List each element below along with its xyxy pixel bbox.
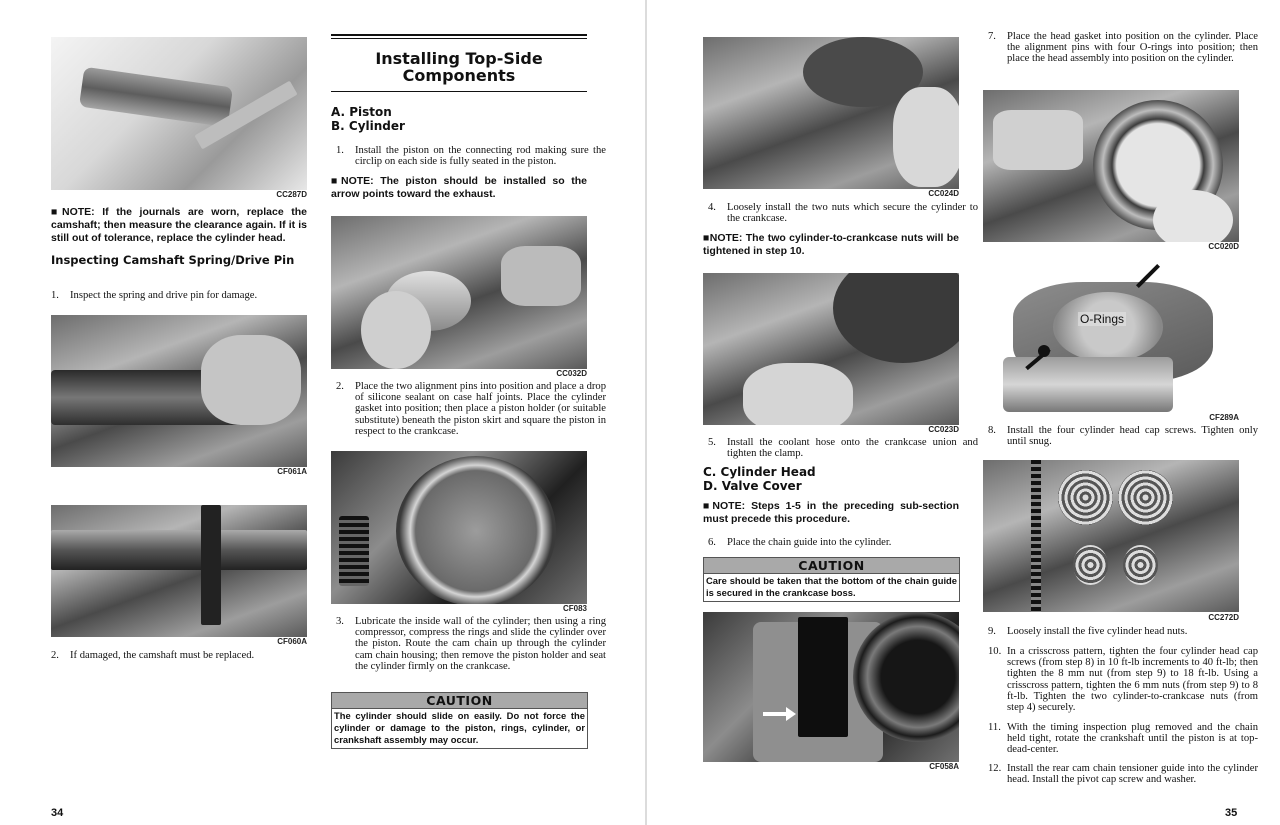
step-11: 11. With the timing inspection plug removed and the chain held tight, rotate the crankshaft until the piston is at top-dead-center. <box>988 722 1258 756</box>
caution-box-chain-guide <box>703 557 960 602</box>
caution-title: CAUTION <box>332 693 587 709</box>
subsection-cylinder-head: C. Cylinder Head <box>703 465 816 479</box>
figure-label: CF083 <box>562 604 587 613</box>
figure-label: CC287D <box>276 190 307 199</box>
camshaft-step-1: 1. Inspect the spring and drive pin for damage. <box>51 290 258 301</box>
figure-coolant-hose <box>703 273 959 425</box>
figure-label: CF060A <box>277 637 307 646</box>
caution-text: The cylinder should slide on easily. Do not force the cylinder or damage to the piston, rings, cylinder, or crankshaft assembly may occur. <box>334 710 585 745</box>
note-journals: ■NOTE: If the journals are worn, replace the camshaft; then measure the clearance again. If it is still out of tolerance, replace the cylinder head. <box>51 206 307 244</box>
camshaft-step-2: 2. If damaged, the camshaft must be replaced. <box>51 650 255 661</box>
step-2: 2. Place the two alignment pins into position and place a drop of silicone sealant on case half joints. Place the cylinder gasket into position; then place a piston holder (or suitable substitute) beneath the piston skirt and square the piston in respect to the crankcase. <box>336 381 606 437</box>
step-8: 8. Install the four cylinder head cap screws. Tighten only until snug. <box>988 425 1258 448</box>
figure-label: CC023D <box>928 425 959 434</box>
figure-label: CC020D <box>1208 242 1239 251</box>
caution-title: CAUTION <box>704 558 959 574</box>
step-12: 12. Install the rear cam chain tensioner guide into the cylinder head. Install the pivot cap screw and washer. <box>988 763 1258 786</box>
figure-cylinder-head-valves <box>983 460 1239 612</box>
title-rule <box>331 34 587 36</box>
step-1: 1. Install the piston on the connecting rod making sure the circlip on each side is fully seated in the piston. <box>336 145 606 168</box>
title-rule <box>331 91 587 92</box>
figure-head-gasket <box>983 90 1239 242</box>
figure-cylinder-gasket <box>331 451 587 604</box>
subsection-cylinder: B. Cylinder <box>331 119 405 133</box>
figure-label: CF061A <box>277 467 307 476</box>
figure-o-rings <box>983 262 1239 412</box>
heading-inspecting-camshaft: Inspecting Camshaft Spring/Drive Pin <box>51 253 295 267</box>
note-preceding-steps: ■NOTE: Steps 1-5 in the preceding sub-section must precede this procedure. <box>703 500 959 525</box>
page-number: 34 <box>51 807 64 819</box>
note-cylinder-nuts: ■NOTE: The two cylinder-to-crankcase nuts will be tightened in step 10. <box>703 232 959 257</box>
arrow-icon <box>786 707 796 721</box>
figure-label: CC272D <box>1208 613 1239 622</box>
note-piston-arrow: ■NOTE: The piston should be installed so the arrow points toward the exhaust. <box>331 175 587 200</box>
figure-chain-guide <box>703 612 959 762</box>
subsection-valve-cover: D. Valve Cover <box>703 479 802 493</box>
step-10: 10. In a crisscross pattern, tighten the four cylinder head cap screws (from step 8) in 10 ft-lb increments to 40 ft-lb; then tighten the 8 mm nut (from step 9) to 18 ft-lb. Using a crisscross pattern, tighten the 6 mm nuts (from step 9) to 8 ft-lb. Tighten the two cylinder-to-crankcase nuts (from step 4) securely. <box>988 646 1258 714</box>
figure-camshaft-spring <box>51 315 307 467</box>
step-7: 7. Place the head gasket into position on the cylinder. Place the alignment pins with four O-rings into position; then place the head assembly into position on the cylinder. <box>988 31 1258 65</box>
step-6: 6. Place the chain guide into the cylinder. <box>708 537 892 548</box>
o-rings-callout: O-Rings <box>1080 312 1125 326</box>
step-3: 3. Lubricate the inside wall of the cylinder; then using a ring compressor, compress the rings and slide the cylinder over the piston. Route the cam chain up through the cylinder cam chain housing; then remove the piston holder and seat the cylinder firmly on the crankcase. <box>336 616 606 672</box>
caution-text: Care should be taken that the bottom of the chain guide is secured in the crankcase boss. <box>706 575 957 598</box>
caution-box-cylinder <box>331 692 588 749</box>
step-4: 4. Loosely install the two nuts which secure the cylinder to the crankcase. <box>708 202 978 225</box>
section-title: Installing Top-Side Components <box>375 49 543 85</box>
step-9: 9. Loosely install the five cylinder head nuts. <box>988 626 1188 637</box>
page-gutter <box>645 0 647 825</box>
figure-piston <box>331 216 587 369</box>
figure-camshaft-caliper <box>51 37 307 190</box>
figure-label: CC032D <box>556 369 587 378</box>
figure-label: CC024D <box>928 189 959 198</box>
figure-cylinder-nuts <box>703 37 959 189</box>
subsection-piston: A. Piston <box>331 105 392 119</box>
figure-label: CF289A <box>1209 413 1239 422</box>
section-title-block <box>331 34 587 92</box>
figure-camshaft-drive-pin <box>51 505 307 637</box>
figure-label: CF058A <box>929 762 959 771</box>
page-number: 35 <box>1225 807 1238 819</box>
step-5: 5. Install the coolant hose onto the crankcase union and tighten the clamp. <box>708 437 978 460</box>
